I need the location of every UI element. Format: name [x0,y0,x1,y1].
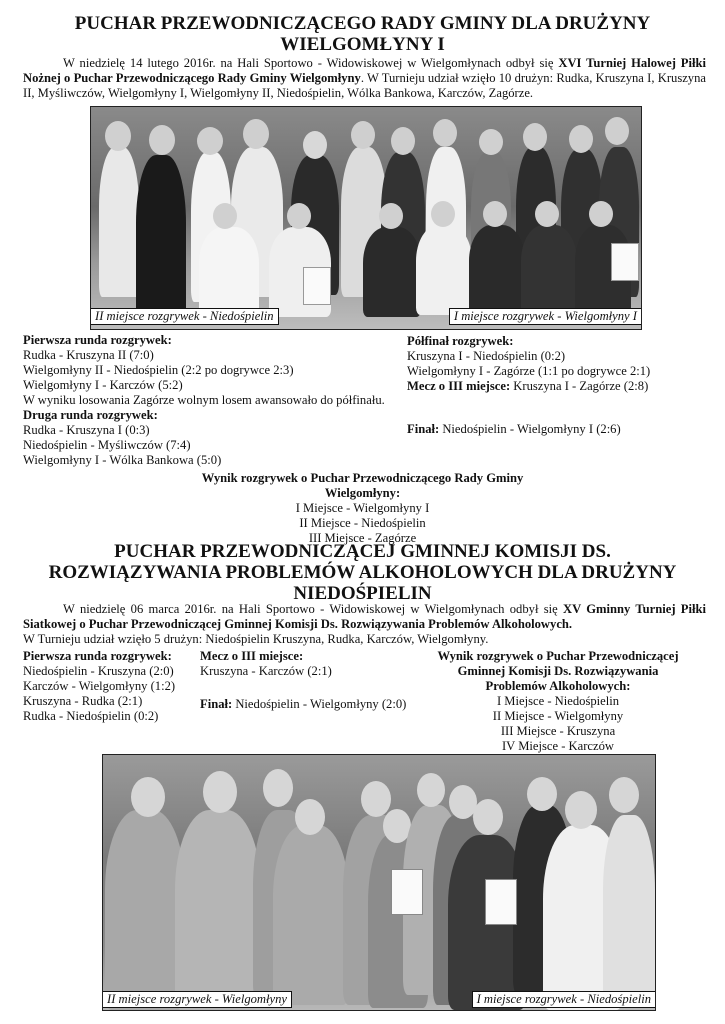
s1-final [407,422,621,437]
section2-title-line2: ROZWIĄZYWANIA PROBLEMÓW ALKOHOLOWYCH DLA DRUŻYNY [48,562,677,583]
s2-results-header-line3: Problemów Alkoholowych: [485,679,631,693]
s2-final [200,697,406,712]
s2-result-item: III Miejsce - Kruszyna [500,724,616,738]
section2-title-line1: PUCHAR PRZEWODNICZĄCEJ GMINNEJ KOMISJI DS. [114,541,611,562]
s1-third-place [407,379,648,394]
s1-result-item: I Miejsce - Wielgomłyny I [295,501,430,515]
photo2-caption-left: II miejsce rozgrywek - Wielgomłyny [102,991,292,1008]
s2-result-item: I Miejsce - Niedośpielin [496,694,620,708]
s1-semifinal-match: Kruszyna I - Niedośpielin (0:2) [407,349,566,363]
s2-results-header-line2: Gminnej Komisji Ds. Rozwiązywania [457,664,659,678]
photo1-caption-right: I miejsce rozgrywek - Wielgomłyny I [449,308,642,325]
s1-round2-match: Rudka - Kruszyna I (0:3) [23,423,150,437]
section2-title-line3: NIEDOŚPIELIN [293,583,432,604]
s2-round1-match: Kruszyna - Rudka (2:1) [23,694,143,708]
s2-round1-header: Pierwsza runda rozgrywek: [23,649,172,663]
section2-intro-part1: W niedzielę 06 marca 2016r. na Hali Sportowo - Widowiskowej w Wielgomłynach odbył się [63,602,563,616]
team-photo-2 [102,754,656,1011]
section2-intro [23,602,706,632]
s1-round1-note: W wyniku losowania Zagórze wolnym losem awansowało do półfinału. [23,393,385,407]
s1-third-label: Mecz o III miejsce: [407,379,511,393]
section1-intro-part2: . W Turnieju udział wzięło 10 drużyn: Rudka, Kruszyna I, Kruszyna II, Myśliwczów, Wielgomłyny I, Wielgomłyny II, Niedośpielin, Wólka Bankowa, Karczów, Zagórze. [23,71,706,100]
s2-round1-match: Rudka - Niedośpielin (0:2) [23,709,159,723]
s1-round2-header: Druga runda rozgrywek: [23,408,158,422]
section2-intro-teams: W Turnieju udział wzięło 5 drużyn: Niedośpielin Kruszyna, Rudka, Karczów, Wielgomłyny. [23,632,489,646]
s1-round2-match: Wielgomłyny I - Wólka Bankowa (5:0) [23,453,222,467]
section1-intro-part1: W niedzielę 14 lutego 2016r. na Hali Sportowo - Widowiskowej w Wielgomłynach odbył się [63,56,559,70]
s2-round1-match: Niedośpielin - Kruszyna (2:0) [23,664,174,678]
section1-intro [23,56,706,101]
s1-semifinal-header: Półfinał rozgrywek: [407,334,514,348]
s1-semifinal-match: Wielgomłyny I - Zagórze (1:1 po dogrywce 2:1) [407,364,651,378]
s2-final-label: Finał: [200,697,233,711]
s1-round1-match: Wielgomłyny I - Karczów (5:2) [23,378,183,392]
s1-third-value: Kruszyna I - Zagórze (2:8) [510,379,649,393]
s2-round1-match: Karczów - Wielgomłyny (1:2) [23,679,176,693]
s2-third-value: Kruszyna - Karczów (2:1) [200,664,332,678]
s1-final-value: Niedośpielin - Wielgomłyny I (2:6) [439,422,621,436]
photo1-caption-left: II miejsce rozgrywek - Niedośpielin [90,308,279,325]
s1-round1-match: Wielgomłyny II - Niedośpielin (2:2 po dogrywce 2:3) [23,363,294,377]
s2-final-value: Niedośpielin - Wielgomłyny (2:0) [232,697,407,711]
section1-intro-bold: XVI Turniej Halowej Piłki Nożnej o Puchar Przewodniczącego Rady Gminy Wielgomłyny [23,56,706,85]
photo2-caption-right: I miejsce rozgrywek - Niedośpielin [472,991,656,1008]
section1-title-line1: PUCHAR PRZEWODNICZĄCEGO RADY GMINY DLA DRUŻYNY [74,13,651,34]
s1-round2-match: Niedośpielin - Myśliwczów (7:4) [23,438,191,452]
section1-title-line2: WIELGOMŁYNY I [280,34,445,55]
s2-third-header: Mecz o III miejsce: [200,649,304,663]
s1-result-item: III Miejsce - Zagórze [308,531,417,545]
s2-result-item: IV Miejsce - Karczów [501,739,614,753]
section2-intro-bold: XV Gminny Turniej Piłki Siatkowej o Puchar Przewodniczącej Gminnej Komisji Ds. Rozwiązywania Problemów Alkoholowych. [23,602,706,631]
s1-round1-match: Rudka - Kruszyna II (7:0) [23,348,154,362]
s2-result-item: II Miejsce - Wielgomłyny [492,709,624,723]
s1-results-header-line2: Wielgomłyny: [324,486,401,500]
s1-results-header-line1: Wynik rozgrywek o Puchar Przewodniczącego Rady Gminy [201,471,524,485]
s1-result-item: II Miejsce - Niedośpielin [299,516,426,530]
team-photo-1 [90,106,642,330]
s1-round1-header: Pierwsza runda rozgrywek: [23,333,172,347]
s1-final-label: Finał: [407,422,440,436]
s2-results-header-line1: Wynik rozgrywek o Puchar Przewodniczącej [437,649,679,663]
